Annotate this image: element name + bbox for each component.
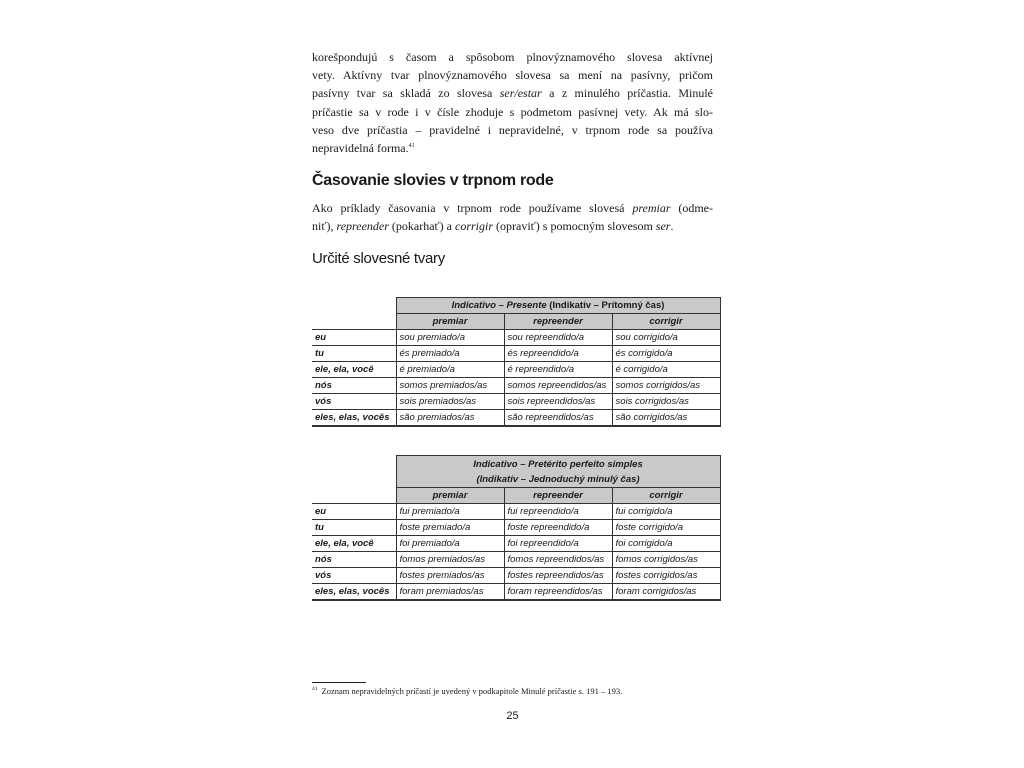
table-title-normal: (Indikatív – Prítomný čas) — [546, 300, 665, 311]
table-row — [312, 330, 720, 346]
table-row — [312, 552, 720, 568]
section-title: Časovanie slovies v trpnom rode — [312, 172, 554, 189]
text-line — [312, 84, 713, 102]
form-cell: fostes repreendidos/as — [504, 568, 612, 584]
blank-cell — [312, 488, 396, 504]
text-fragment: . — [670, 219, 674, 234]
footnote-divider — [312, 682, 366, 683]
table-row — [312, 568, 720, 584]
pronoun-cell: tu — [312, 346, 396, 362]
pronoun-cell: nós — [312, 378, 396, 394]
form-cell: sois repreendidos/as — [504, 394, 612, 410]
pronoun-cell: vós — [312, 394, 396, 410]
pronoun-cell: eles, elas, vocês — [312, 584, 396, 600]
footnote-number: 41 — [312, 686, 318, 693]
text-line: veso dve príčastia – pravidelné i nepravidelné, v trpnom rode sa používa — [312, 122, 713, 137]
form-cell: foram corrigidos/as — [612, 584, 720, 600]
text-line: vety. Aktívny tvar plnovýznamového slovesa sa mení na pasívny, pričom — [312, 68, 713, 83]
form-cell: fui premiado/a — [396, 504, 504, 520]
table-row — [312, 410, 720, 426]
form-cell: somos corrigidos/as — [612, 378, 720, 394]
form-cell: foste repreendido/a — [504, 520, 612, 536]
column-header: premiar — [396, 314, 504, 330]
text-fragment: a z minulého príčastia. Minulé — [541, 86, 713, 101]
table-title — [396, 456, 720, 488]
table-title-row — [312, 298, 720, 314]
form-cell: és repreendido/a — [504, 346, 612, 362]
column-header-row — [312, 314, 720, 330]
pronoun-cell: vós — [312, 568, 396, 584]
form-cell: foi repreendido/a — [504, 536, 612, 552]
text-fragment: pasívny tvar sa skladá zo slovesa — [312, 86, 500, 101]
pronoun-cell: nós — [312, 552, 396, 568]
pronoun-cell: eu — [312, 504, 396, 520]
column-header: corrigir — [612, 488, 720, 504]
blank-cell — [312, 314, 396, 330]
text-line — [312, 139, 713, 157]
text-line: príčastie sa v rode i v čísle zhoduje s podmetom pasívnej vety. Ak má slo- — [312, 104, 713, 119]
verb-italic: premiar — [632, 201, 671, 215]
text-fragment: Ako príklady časovania v trpnom rode používame slovesá — [312, 201, 633, 215]
form-cell: sou corrigido/a — [612, 330, 720, 346]
table-title-italic: Indicativo – Presente — [451, 300, 547, 311]
form-cell: é premiado/a — [396, 362, 504, 378]
table-title — [396, 298, 720, 314]
form-cell: sou premiado/a — [396, 330, 504, 346]
blank-cell — [312, 298, 396, 314]
form-cell: foram repreendidos/as — [504, 584, 612, 600]
examples-paragraph — [312, 199, 713, 235]
table-row — [312, 362, 720, 378]
column-header: repreender — [504, 488, 612, 504]
subsection-title: Určité slovesné tvary — [312, 250, 445, 267]
table-title-line1: Indicativo – Pretérito perfeito simples — [473, 458, 643, 470]
form-cell: sois corrigidos/as — [612, 394, 720, 410]
text-italic: ser/estar — [499, 86, 542, 101]
table-row — [312, 394, 720, 410]
form-cell: é corrigido/a — [612, 362, 720, 378]
conjugation-table-preterito — [312, 455, 721, 601]
table-title-line2: (Indikatív – Jednoduchý minulý čas) — [476, 473, 640, 485]
column-header-row — [312, 488, 720, 504]
table-row — [312, 536, 720, 552]
intro-paragraph — [312, 48, 713, 157]
blank-cell — [312, 456, 396, 488]
pronoun-cell: ele, ela, você — [312, 536, 396, 552]
form-cell: fomos corrigidos/as — [612, 552, 720, 568]
form-cell: são corrigidos/as — [612, 410, 720, 426]
form-cell: fostes corrigidos/as — [612, 568, 720, 584]
verb-italic: corrigir — [455, 219, 494, 234]
pronoun-cell: tu — [312, 520, 396, 536]
page-number: 25 — [506, 710, 519, 722]
footnote-reference[interactable]: 41 — [408, 142, 415, 149]
verb-italic: repreender — [336, 219, 389, 234]
pronoun-cell: eles, elas, vocês — [312, 410, 396, 426]
text-fragment: nepravidelná forma. — [312, 140, 409, 155]
conjugation-table-presente — [312, 297, 721, 427]
text-fragment: (odme- — [670, 201, 713, 215]
form-cell: és corrigido/a — [612, 346, 720, 362]
form-cell: são premiados/as — [396, 410, 504, 426]
form-cell: sois premiados/as — [396, 394, 504, 410]
form-cell: fui corrigido/a — [612, 504, 720, 520]
form-cell: fomos repreendidos/as — [504, 552, 612, 568]
text-line — [312, 199, 713, 217]
form-cell: fomos premiados/as — [396, 552, 504, 568]
text-fragment: niť), — [312, 219, 337, 234]
table-title-row — [312, 456, 720, 488]
verb-italic: ser — [655, 219, 671, 234]
table-row — [312, 584, 720, 600]
table-row — [312, 378, 720, 394]
column-header: repreender — [504, 314, 612, 330]
text-fragment: (opraviť) s pomocným slovesom — [493, 219, 656, 234]
text-fragment: (pokarhať) a — [388, 219, 455, 234]
table-row — [312, 504, 720, 520]
text-line — [312, 217, 713, 235]
form-cell: somos repreendidos/as — [504, 378, 612, 394]
column-header: corrigir — [612, 314, 720, 330]
column-header: premiar — [396, 488, 504, 504]
form-cell: fui repreendido/a — [504, 504, 612, 520]
pronoun-cell: eu — [312, 330, 396, 346]
text-line: korešpondujú s časom a spôsobom plnovýznamového slovesa aktívnej — [312, 50, 713, 64]
table-row — [312, 346, 720, 362]
form-cell: és premiado/a — [396, 346, 504, 362]
form-cell: somos premiados/as — [396, 378, 504, 394]
form-cell: sou repreendido/a — [504, 330, 612, 346]
form-cell: foram premiados/as — [396, 584, 504, 600]
form-cell: fostes premiados/as — [396, 568, 504, 584]
form-cell: foste corrigido/a — [612, 520, 720, 536]
pronoun-cell: ele, ela, você — [312, 362, 396, 378]
form-cell: foi premiado/a — [396, 536, 504, 552]
footnote — [312, 686, 622, 696]
form-cell: é repreendido/a — [504, 362, 612, 378]
footnote-text: Zoznam nepravidelných príčastí je uvedený v podkapitole Minulé príčastie s. 191 – 193. — [321, 686, 623, 696]
form-cell: são repreendidos/as — [504, 410, 612, 426]
form-cell: foi corrigido/a — [612, 536, 720, 552]
form-cell: foste premiado/a — [396, 520, 504, 536]
table-row — [312, 520, 720, 536]
